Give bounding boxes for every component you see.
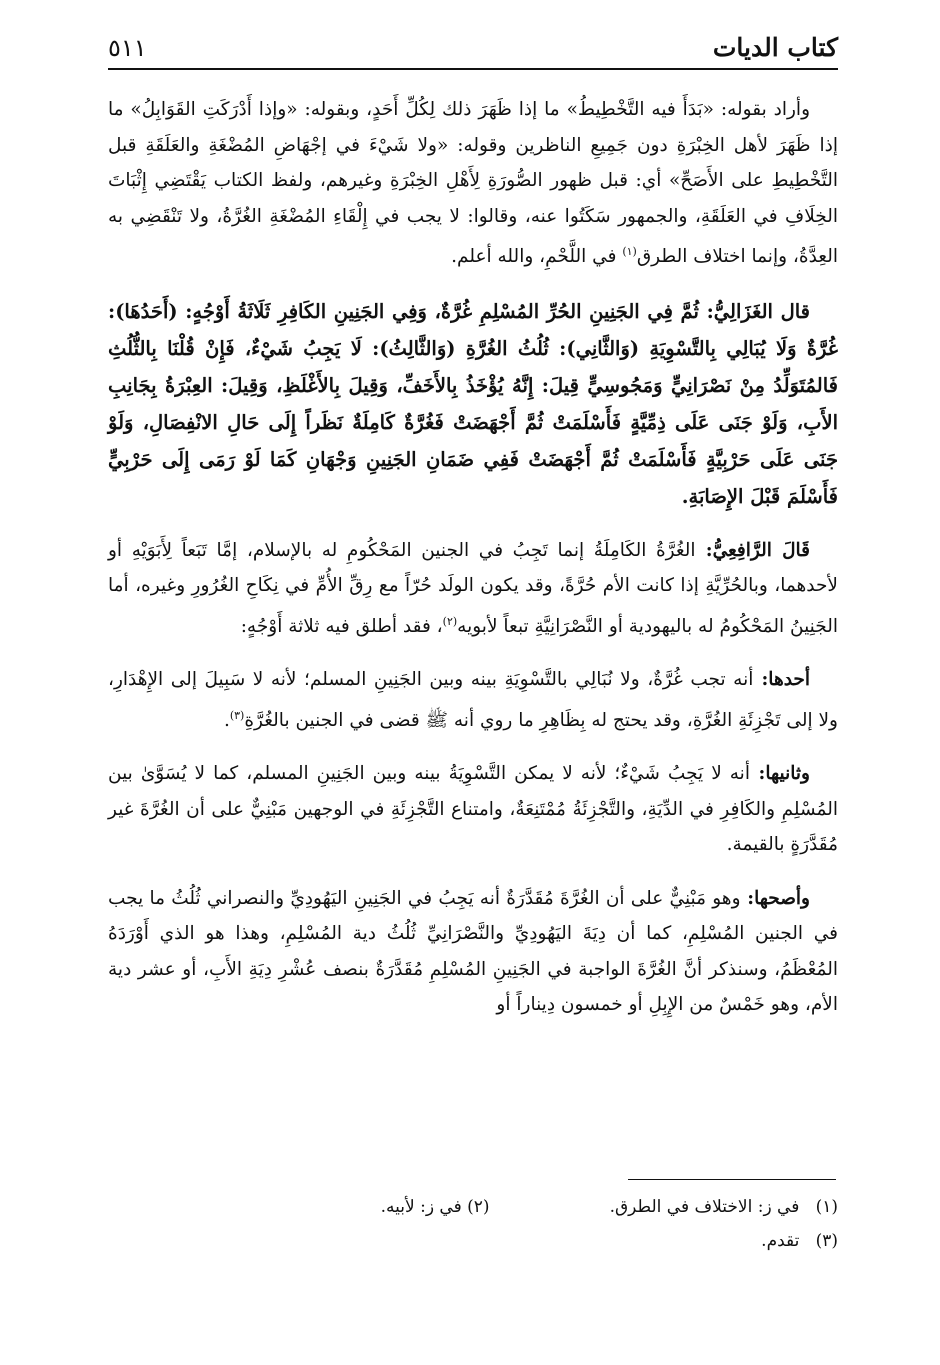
paragraph-lead: قَالَ الرَّافِعِيُّ: (695, 539, 810, 561)
footnote-row (108, 1224, 838, 1258)
footnote-3 (761, 1224, 838, 1258)
footnote-text: في ز: الاختلاف في الطرق. (609, 1197, 800, 1217)
paragraph-text: وهو مَبْنِيٌّ على أن الغُرَّةَ مُقَدَّرَةٌ أنه يَجِبُ في الجَنِينِ اليَهُودِيِّ والنصراني ثُلُثُ ما يجب في الجنين المُسْلِمِ، كما أن دِيَةَ اليَهُودِيِّ والنَّصْرَانِيِّ ثُلُثُ دية المُسْلِمِ، وهذا هو الذي أَوْرَدَهُ المُعْظَمُ، وسنذكر أنَّ الغُرَّةَ الواجبة في الجَنِينِ المُسْلِمِ مُقَدَّرَةٌ بنصف عُشْرِ دِيَةِ الأَبِ، أو عشر دية الأم، وهو خَمْسٌ من الإِبِلِ أو خمسون دِيناراً أو (108, 887, 838, 1016)
paragraph-text: الغُرَّةُ الكَامِلَةُ إنما تَجِبُ في الجنين المَحْكُومِ له بالإسلام، إمَّا تَبَعاً لِأَبَوَيْهِ أو لأحدهما، وبالحُرِّيَّةِ إذا كانت الأم حُرَّةً، وقد يكون الولَد حُرّاً مع رِقِّ الأُمِّ في نِكَاحِ الغُرُورِ وغيره، أما الجَنِينُ المَحْكُومُ له باليهودية أو النَّصْرَانِيَّةِ تبعاً لأبويه (108, 539, 838, 637)
footnote-2 (381, 1190, 490, 1224)
footnote-marker: (١) (622, 245, 637, 258)
footnote-marker: (٣) (229, 708, 245, 722)
footnotes (108, 1190, 838, 1258)
paragraph-first-view (108, 662, 838, 738)
paragraph-text: قال الغَزَالِيُّ: ثُمَّ فِي الجَنِينِ الحُرِّ المُسْلِمِ غُرَّةٌ، وَفِي الجَنِينِ الكَافِرِ ثَلَاثَةُ أَوْجُهٍ: (أَحَدُهَا): غُرَّةٌ وَلَا يُبَالِي بِالتَّسْوِيَةِ (وَالثَّانِي): ثُلُثُ الغُرَّةِ (وَالثَّالِثُ): لَا يَجِبُ شَيْءٌ، فَإِنْ قُلْنَا بِالثُّلُثِ فَالمُتَوَلِّدُ مِنْ نَصْرَانِيٍّ وَمَجُوسِيٍّ قِيلَ: إِنَّهُ يُؤْخَذُ بِالأَخَفِّ، وَقِيلَ بِالأَغْلَظِ، وَقِيلَ: العِبْرَةُ بِجَانِبِ الأَبِ، وَلَوْ جَنَى عَلَى ذِمِّيَّةٍ فَأَسْلَمَتْ ثُمَّ أَجْهَضَتْ فَغُرَّةٌ كَامِلَةٌ نَظَراً إِلَى حَالِ الانْفِصَالِ، وَلَوْ جَنَى عَلَى حَرْبِيَّةٍ فَأَسْلَمَتْ ثُمَّ أَجْهَضَتْ فَفِي ضَمَانِ الجَنِينِ وَجْهَانِ كَمَا لَوْ رَمَى إِلَى حَرْبِيٍّ فَأَسْلَمَ قَبْلَ الإِصَابَةِ. (108, 299, 838, 508)
footnote-number: (٢) (467, 1197, 490, 1217)
paragraph-ghazali-matn (108, 293, 838, 515)
paragraph-rafii (108, 533, 838, 645)
footnote-number: (١) (815, 1197, 838, 1217)
paragraph-text: وأراد بقوله: «بَدَأَ فيه التَّخْطِيطُ» ما إذا ظَهَرَ ذلك لِكُلِّ أَحَدٍ، وبقوله: «وإذا أَدْرَكَتِ القَوَابِلُ» ما إذا ظَهَرَ لأهل الخِبْرَةِ دون جَمِيعِ الناظرين وقوله: «ولا شَيْءَ في إجْهَاضِ المُضْغَةِ والعَلَقَةِ قبل التَّخْطِيطِ على الأَصَحِّ» أي: قبل ظهور الصُّورَةِ لِأَهْلِ الخِبْرَةِ وغيرهم، ولفظ الكتاب يَقْتَضِي إِثْبَاتَ الخِلَافِ في العَلَقَةِ، والجمهور سَكَتُوا عنه، وقالوا: لا يجب في إِلْقَاءِ المُضْغَةِ الغُرَّةُ، ولا تَنْقَضِي به العِدَّةُ، وإنما اختلاف الطرق (108, 99, 838, 268)
paragraph-lead: وأصحها: (740, 887, 810, 909)
main-text (108, 92, 838, 1041)
paragraph-text: أنه لا يَجِبُ شَيْءٌ؛ لأنه لا يمكن التَّسْوِيَةُ بينه وبين الجَنِينِ المسلم، كما لا يُسَوَّىٰ بين المُسْلِمِ والكَافِرِ في الدِّيَةِ، والتَّجْزِئَةُ مُمْتَنِعَةٌ، وامتناع التَّجْزِئَةِ في الوجهين مَبْنِيٌّ على أن الغُرَّةَ غير مُقَدَّرَةٍ بالقيمة. (108, 763, 838, 856)
footnote-number: (٣) (815, 1231, 838, 1251)
footnote-divider (628, 1179, 836, 1180)
running-title: كتاب الديات (712, 33, 838, 62)
paragraph-lead: وثانيها: (749, 763, 810, 785)
footnote-marker: (٢) (442, 614, 458, 628)
footnote-text: تقدم. (761, 1231, 800, 1251)
paragraph-tail: ، فقد أطلق فيه ثلاثة أَوْجُهٍ: (240, 615, 443, 637)
footnote-row (108, 1190, 838, 1224)
paragraph-lead: أحدها: (753, 669, 810, 691)
paragraph-second-view (108, 756, 838, 863)
paragraph-tail: في اللَّحْمِ، والله أعلم. (451, 246, 623, 268)
paragraph-text: أنه تجب غُرَّةٌ، ولا نُبَالِي بالتَّسْوِيَةِ بينه وبين الجَنِينِ المسلم؛ لأنه لا سَبِيلَ إلى الإِهْدَارِ، ولا إلى تَجْزِئَةِ الغُرَّةِ، وقد يحتج له بِظَاهِرِ ما روي أنه ﷺ قضى في الجنين بالغُرَّةِ (108, 669, 838, 731)
page-number: ٥١١ (108, 34, 147, 62)
footnote-text: في ز: لأبيه. (380, 1197, 462, 1217)
paragraph-third-view (108, 881, 838, 1023)
paragraph-tail: . (223, 709, 230, 731)
paragraph-commentary-intro (108, 92, 838, 275)
footnote-1 (610, 1190, 838, 1224)
page-header (108, 28, 838, 70)
